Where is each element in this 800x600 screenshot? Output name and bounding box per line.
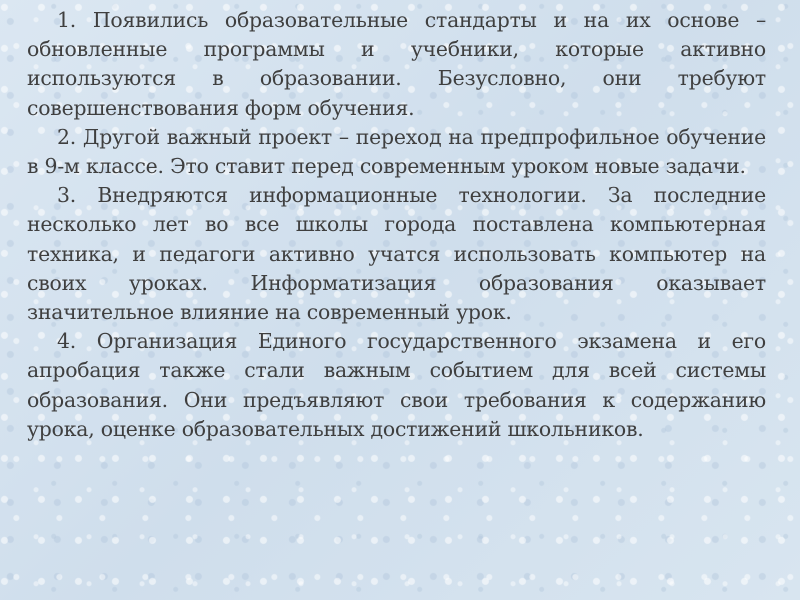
paragraph-1: 1. Появились образовательные стандарты и на их основе – обновленные программы и учебники, которые активно используются в образовании. Безусловно, они требуют совершенствования форм обучения.	[27, 8, 766, 120]
paragraph-2: 2. Другой важный проект – переход на предпрофильное обучение в 9-м классе. Это ставит перед современным уроком новые задачи.	[27, 124, 766, 179]
paragraph-3: 3. Внедряются информационные технологии. За последние несколько лет во все школы города поставлена компьютерная техника, и педагоги активно учатся использовать компьютер на своих уроках. Информатизация образования оказывает значительное влияние на современный урок.	[27, 183, 766, 325]
paragraph-4: 4. Организация Единого государственного экзамена и его апробация также стали важным событием для всей системы образования. Они предъявляют свои требования к содержанию урока, оценке образовательных достижений школьников.	[27, 329, 766, 441]
